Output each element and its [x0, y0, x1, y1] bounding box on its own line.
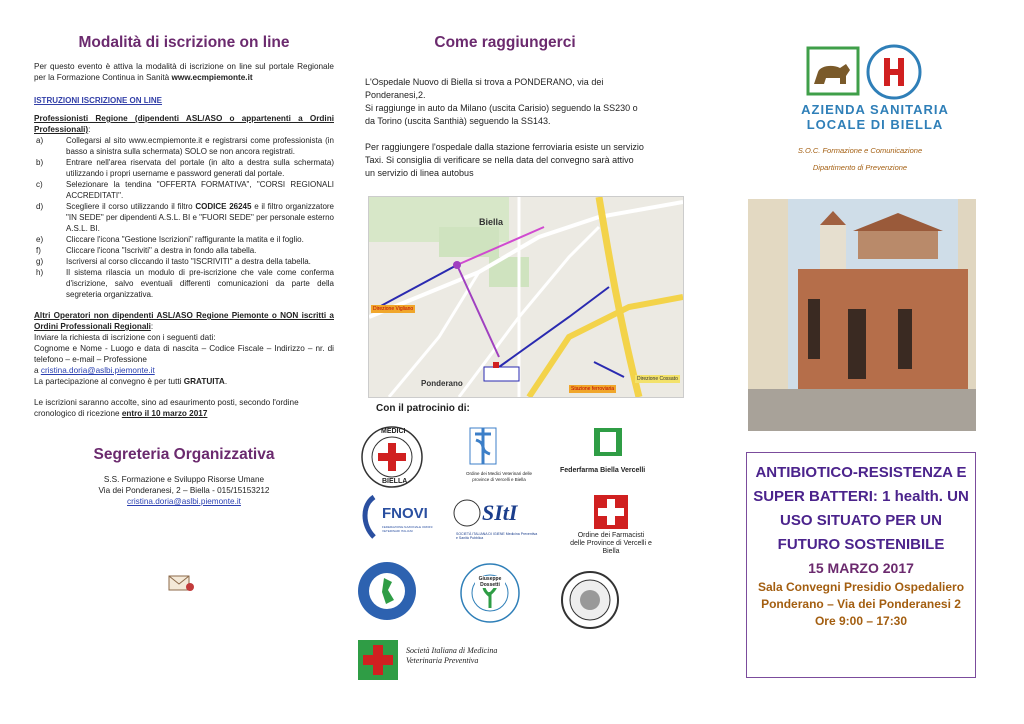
professionals-heading: Professionisti Regione (dipendenti ASL/ASO o appartenenti a Ordini Professionali):: [34, 114, 334, 134]
siti-text: SItI: [482, 500, 518, 525]
farmacisti-logo: [570, 495, 665, 560]
medici-logo-sub: BIELLA: [382, 478, 408, 485]
instructions-heading: ISTRUZIONI ISCRIZIONE ON LINE: [34, 96, 163, 105]
simevep-text: Società Italiana di Medicina Veterinaria Preventiva: [406, 646, 498, 665]
soc-text: S.O.C. Formazione e Comunicazione: [797, 146, 923, 155]
step-letter: d): [36, 202, 44, 211]
step-item: [34, 135, 334, 157]
step-item: [34, 234, 334, 245]
step-letter: g): [36, 257, 44, 266]
church-photo: [748, 199, 976, 431]
siti-sub: SOCIETÀ ITALIANA DI IGIENE Medicina Preventiva e Sanità Pubblica: [456, 532, 538, 540]
column-directions: [365, 0, 645, 180]
department-text: Dipartimento di Prevenzione: [812, 163, 908, 172]
directions-title: Come raggiungerci: [434, 34, 576, 51]
other-operators-email-line: a cristina.doria@aslbi.piemonte.it: [34, 366, 155, 375]
veterinary-society-logo: [356, 560, 418, 622]
hospital-h-logo: [866, 44, 922, 100]
patronage-heading: Con il patrocinio di:: [376, 403, 470, 414]
secretariat-title: Segreteria Organizzativa: [93, 446, 275, 463]
map-label-biella: Biella: [479, 217, 504, 227]
step-item: [34, 201, 334, 234]
secretariat-email-link[interactable]: cristina.doria@aslbi.piemonte.it: [127, 497, 241, 506]
fnovi-logo: [360, 495, 445, 540]
directions-address: L'Ospedale Nuovo di Biella si trova a PONDERANO, via dei Ponderanesi,2.: [365, 77, 604, 100]
federfarma-text: Federfarma Biella Vercelli: [560, 467, 646, 474]
mail-icon: [166, 572, 196, 594]
free-participation: La partecipazione al convegno è per tutti GRATUITA.: [34, 377, 228, 386]
dossetti-association-logo: [459, 562, 521, 624]
event-address: Ponderano – Via dei Ponderanesi 2: [761, 597, 961, 611]
registration-intro: Per questo evento è attiva la modalità di iscrizione on line sul portale Regionale per la Formazione Continua in Sanità www.ecmpiemonte.it: [34, 62, 334, 82]
step-text: Entrare nell'area riservata del portale (in alto a destra sulla schermata) utilizzando i propri username e password generati dal portale.: [66, 158, 334, 178]
secretariat-address: Via dei Ponderanesi, 2 – Biella - 015/15153212: [98, 486, 270, 495]
event-box: [746, 452, 976, 678]
directions-train: Per raggiungere l'ospedale dalla stazione ferroviaria esiste un servizio Taxi. Si consiglia di verificare se nella data del convegno sarà attivo un servizio di linea autobus: [365, 142, 644, 178]
map-label-ponderano: Ponderano: [421, 379, 463, 388]
secretariat-unit: S.S. Formazione e Sviluppo Risorse Umane: [103, 475, 265, 484]
siti-logo: [452, 498, 542, 548]
step-text: Selezionare la tendina "OFFERTA FORMATIVA", "CORSI REGIONALI ACCREDITATI".: [66, 180, 334, 200]
other-operators-data: Cognome e Nome - Luogo e data di nascita – Codice Fiscale – Indirizzo – nr. di telefono – e-mail – Professione: [34, 344, 334, 364]
step-item: [34, 267, 334, 300]
simevep-logo: [358, 640, 513, 682]
step-text: Cliccare l'icona "Gestione Iscrizioni" raffigurante la matita e il foglio.: [66, 235, 304, 244]
steps-list: [34, 135, 334, 300]
farmacisti-text: Ordine dei Farmacisti delle Province di Vercelli e Biella: [570, 532, 652, 555]
map-label-cossato: Direzione Cossato: [637, 376, 678, 382]
medici-logo-text: MEDICI: [381, 428, 406, 435]
step-letter: b): [36, 158, 44, 167]
step-item: [34, 179, 334, 201]
map-label-stazione: Stazione ferroviaria: [571, 386, 615, 392]
federfarma-logo: [560, 428, 670, 478]
step-text: Il sistema rilascia un modulo di pre-iscrizione che vale come conferma d'iscrizione, salvo eventuali differenti comunicazioni da parte della segreteria organizzativa.: [66, 268, 334, 299]
step-letter: c): [36, 180, 43, 189]
other-operators-heading: Altri Operatori non dipendenti ASL/ASO Regione Piemonte o NON iscritti a Ordini Professionali Regionali:: [34, 311, 334, 331]
step-letter: f): [36, 246, 41, 255]
step-letter: e): [36, 235, 44, 244]
asl-name-line1: AZIENDA SANITARIA: [801, 102, 949, 117]
fnovi-text: FNOVI: [382, 505, 428, 522]
historical-seal-logo: [560, 570, 620, 630]
location-map[interactable]: [368, 196, 684, 398]
other-operators-line1: Inviare la richiesta di iscrizione con i seguenti dati:: [34, 333, 216, 342]
step-text: Cliccare l'icona "Iscriviti" a destra in fondo alla tabella.: [66, 246, 257, 255]
medici-biella-logo: [360, 425, 424, 489]
step-item: [34, 256, 334, 267]
asl-name: [790, 102, 960, 132]
step-text: Collegarsi al sito www.ecmpiemonte.it e registrarsi come professionista (in basso a sinistra sulla schermata) SOLO se non ancora registrati.: [66, 136, 334, 156]
vet-order-text: Ordine dei Medici Veterinari delle province di Vercelli e Biella: [465, 471, 533, 482]
step-item: [34, 245, 334, 256]
step-letter: h): [36, 268, 44, 277]
deadline-note: Le iscrizioni saranno accolte, sino ad esaurimento posti, secondo l'ordine cronologico di ricezione entro il 10 marzo 2017: [34, 398, 299, 418]
vet-order-logo: [458, 426, 548, 488]
step-text: Scegliere il corso utilizzando il filtro CODICE 26245 e il filtro organizzatore "IN SEDE" per dipendenti A.S.L. BI e "FUORI SEDE" per personale esterno A.S.L. BI.: [66, 202, 335, 233]
event-venue: Sala Convegni Presidio Ospedaliero: [757, 580, 965, 594]
dossetti-text: Giuseppe Dossetti: [475, 576, 505, 588]
event-title: ANTIBIOTICO-RESISTENZA E SUPER BATTERI: 1 health. UN USO SITUATO PER UN FUTURO SOSTENIBILE: [753, 464, 969, 553]
step-text: Iscriversi al corso cliccando il tasto "ISCRIVITI" a destra della tabella.: [66, 257, 311, 266]
column-registration: [34, 0, 334, 507]
step-item: [34, 157, 334, 179]
fnovi-sub: FEDERAZIONE NAZIONALE ORDINI VETERINARI ITALIANI: [382, 525, 433, 533]
registration-title: Modalità di iscrizione on line: [78, 34, 290, 51]
secretariat-email-line: [34, 496, 334, 507]
map-label-vigliano: Direzione Vigliano: [373, 306, 414, 312]
registration-email-link[interactable]: cristina.doria@aslbi.piemonte.it: [40, 366, 155, 375]
event-time: Ore 9:00 – 17:30: [814, 614, 908, 628]
step-letter: a): [36, 136, 44, 145]
event-date: 15 MARZO 2017: [808, 560, 914, 576]
asl-name-line2: LOCALE DI BIELLA: [806, 117, 944, 132]
directions-car: Si raggiunge in auto da Milano (uscita Carisio) seguendo la SS230 o da Torino (uscita Santhià) seguendo la SS143.: [365, 103, 638, 126]
bear-logo: [806, 46, 860, 96]
